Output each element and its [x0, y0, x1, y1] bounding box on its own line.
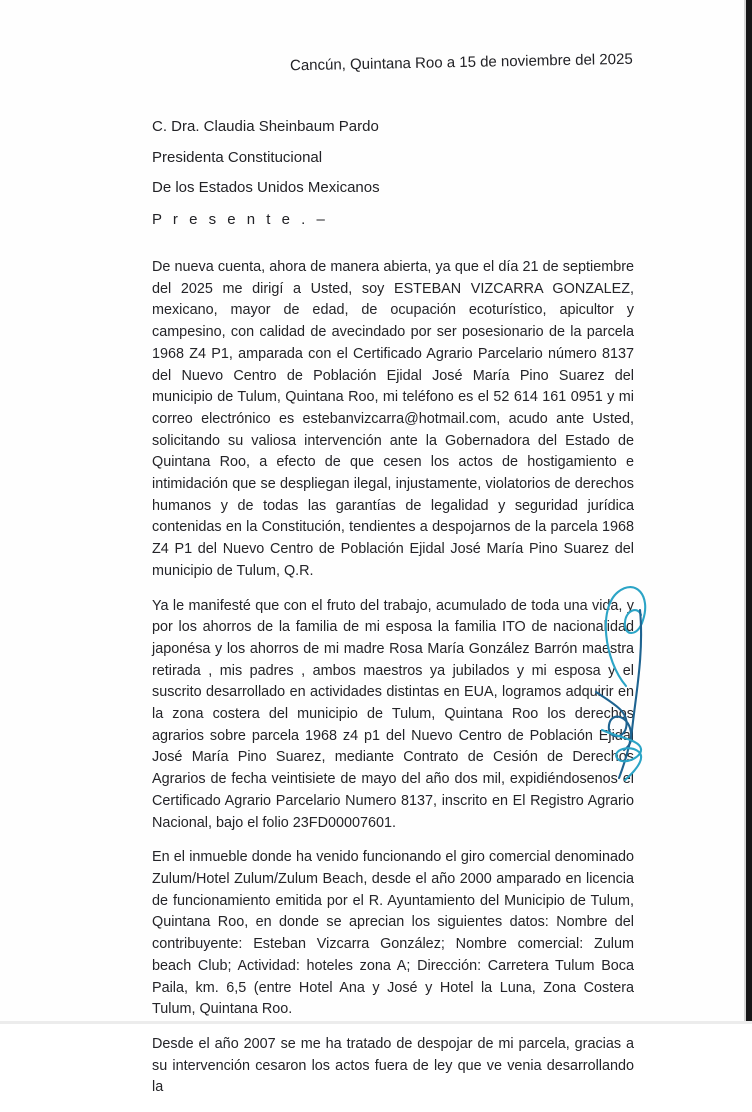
signature-stroke-heart [596, 692, 631, 750]
signature-stroke-descender [619, 610, 641, 778]
recipient-role: Presidenta Constitucional [152, 148, 323, 166]
salutation-line: P r e s e n t e . – [152, 210, 329, 228]
recipient-org: De los Estados Unidos Mexicanos [152, 179, 380, 196]
recipient-block [152, 112, 380, 235]
paragraph-acquisition: Ya le manifesté que con el fruto del trabajo, acumulado de toda una vida, y por los ahorros de la familia de mi esposa la familia ITO de nacionalidad japonésa y los ahorros de mi madre Rosa María González Barrón maestra retirada , mis padres , ambos maestros ya jubilados y mi esposa y el suscrito desarrollado en actividades distintas en EUA, logramos adquirir en la zona costera del municipio de Tulum, Quintana Roo los derechos agrarios sobre parcela 1968 z4 p1 del Nuevo Centro de Población Ejidal José María Pino Suarez, mediante Contrato de Cesión de Derechos Agrarios de fecha veintisiete de mayo del año dos mil, expidiéndosenos el Certificado Agrario Parcelario Numero 8137, inscrito en El Registro Agrario Nacional, bajo el folio 23FD00007601. [152, 597, 634, 831]
paragraph-intro: De nueva cuenta, ahora de manera abierta, ya que el día 21 de septiembre del 2025 me dirigí a Usted, soy ESTEBAN VIZCARRA GONZALEZ, mexicano, mayor de edad, de ocupación ecoturístico, apicultor y campesino, con calidad de avecindado por ser posesionario de la parcela 1968 Z4 P1, amparada con el Certificado Agrario Parcelario número 8137 del Nuevo Centro de Población Ejidal José María Pino Suarez del municipio de Tulum, Quintana Roo, mi teléfono es el 52 614 161 0951 y mi correo electrónico es estebanvizcarra@hotmail.com, acudo ante Usted, solicitando su valiosa intervención ante la Gobernadora del Estado de Quintana Roo, a efecto de que cesen los actos de hostigamiento e intimidación que se despliegan ilegal, injustamente, violatorios de derechos humanos y de todas las garantías de legalidad y seguridad jurídica contenidas en la Constitución, tendientes a despojarnos de la parcela 1968 Z4 P1 del Nuevo Centro de Población Ejidal José María Pino Suarez del municipio de Tulum, Q.R. [152, 259, 634, 579]
ink-signature [594, 582, 662, 780]
paragraph-despojo: Desde el año 2007 se me ha tratado de despojar de mi parcela, gracias a su intervención cesaron los actos fuera de ley que ve venia desarrollando la [152, 1035, 634, 1096]
date-line: Cancún, Quintana Roo a 15 de noviembre del 2025 [289, 50, 633, 75]
scan-edge-bottom-strip [0, 1021, 752, 1024]
letter-body [152, 257, 634, 1112]
scan-edge-strip [744, 0, 752, 1024]
paragraph-business: En el inmueble donde ha venido funcionando el giro comercial denominado Zulum/Hotel Zulum/Zulum Beach, desde el año 2000 amparado en licencia de funcionamiento emitida por el R. Ayuntamiento del Municipio de Tulum, Quintana Roo, en donde se aprecian los siguientes datos: Nombre del contribuyente: Esteban Vizcarra González; Nombre comercial: Zulum beach Club; Actividad: hoteles zona A; Dirección: Carretera Tulum Boca Paila, km. 6,5 (entre Hotel Ana y José y Hotel la Luna, Zona Costera Tulum, Quintana Roo. [152, 849, 634, 1018]
recipient-name: C. Dra. Claudia Sheinbaum Pardo [152, 118, 379, 135]
